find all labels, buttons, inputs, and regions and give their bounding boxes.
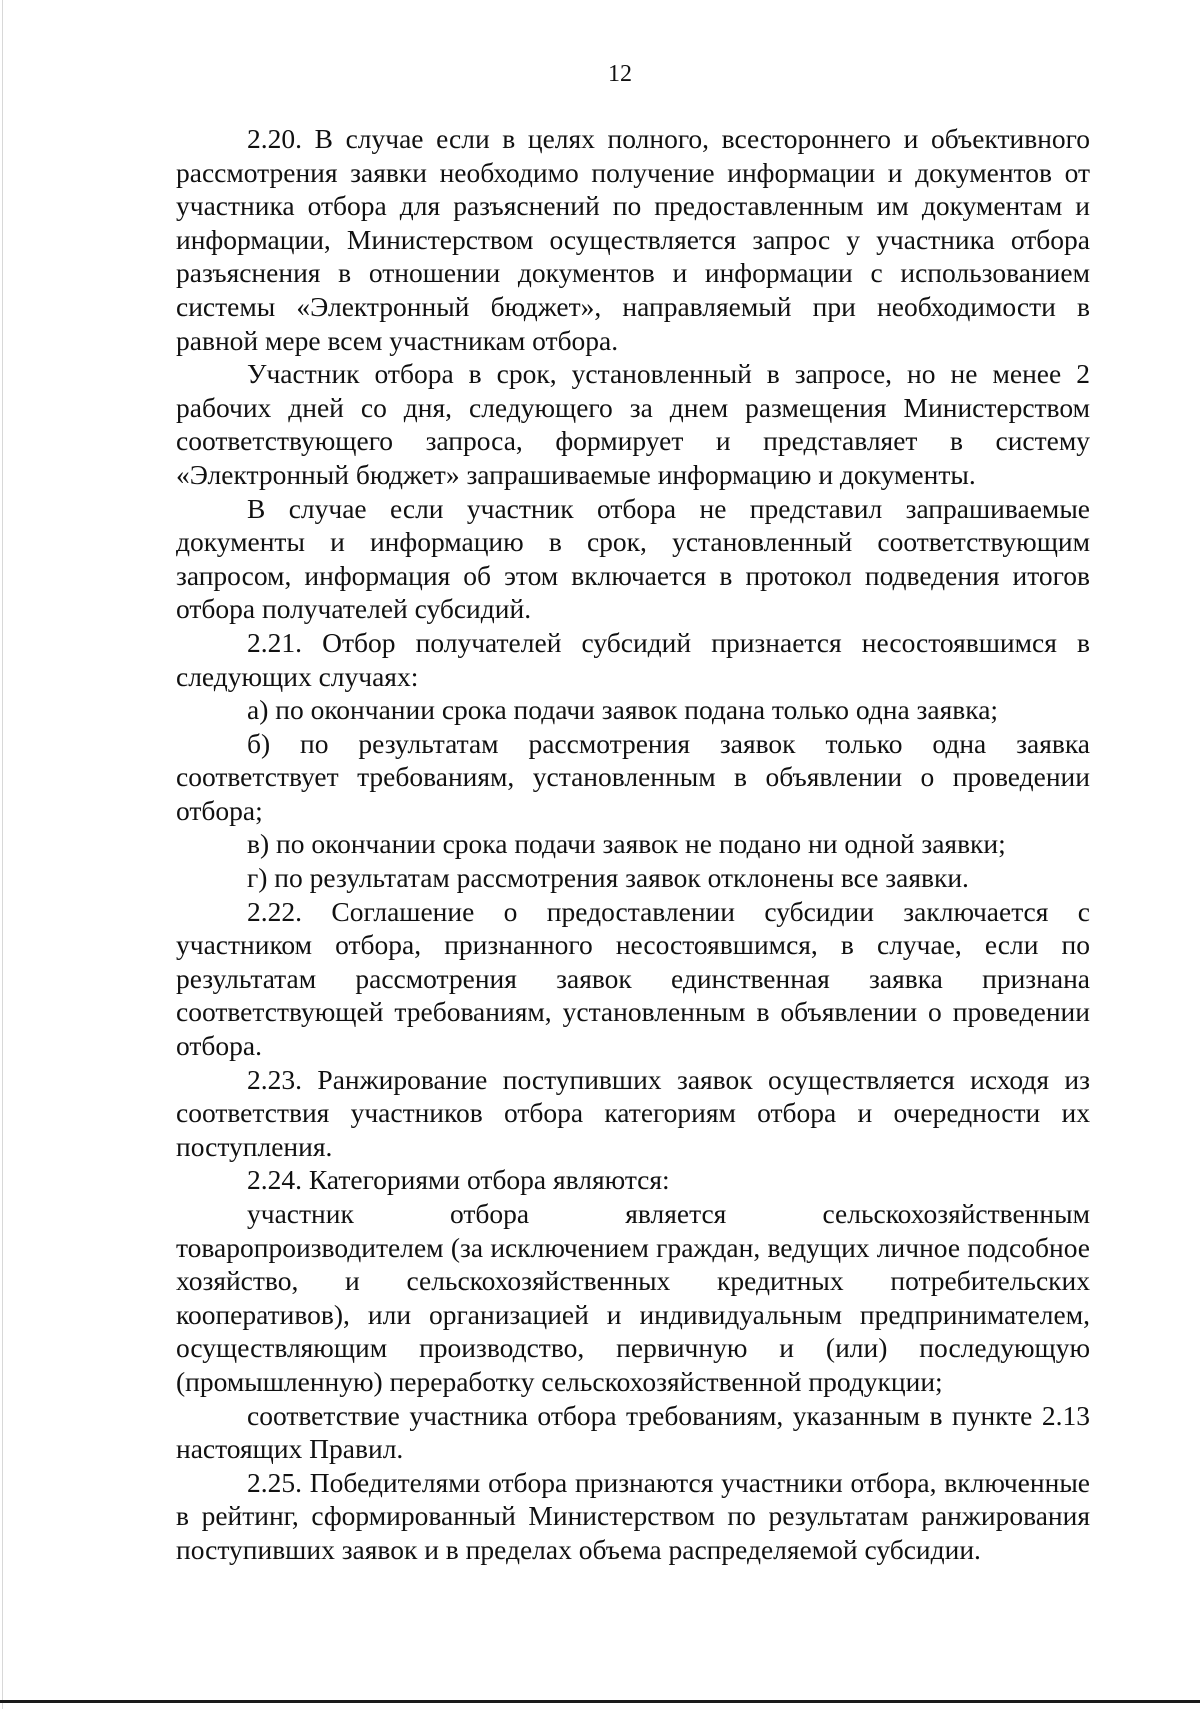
list-item-g: г) по результатам рассмотрения заявок отклонены все заявки. bbox=[247, 862, 969, 894]
list-item-a: а) по окончании срока подачи заявок подана только одна заявка; bbox=[247, 694, 999, 726]
paragraph-2-25: 2.25. Победителями отбора признаются участники отбора, включенные в рейтинг, сформированный Министерством по результатам ранжирования поступивших заявок и в пределах объема распределяемой субсидии. bbox=[176, 1466, 1090, 1565]
paragraph-participant-deadline: Участник отбора в срок, установленный в запросе, но не менее 2 рабочих дней со дня, следующего за днем размещения Министерством соответствующего запроса, формирует и представляет в систему «Электронный бюджет» запрашиваемые информацию и документы. bbox=[176, 358, 1090, 490]
category-producer: участник отбора является сельскохозяйственным товаропроизводителем (за исключением граждан, ведущих личное подсобное хозяйство, и сельскохозяйственных кредитных потребительских кооперативов), или организацией и индивидуальным предпринимателем, осуществляющим производство, первичную и (или) последующую (промышленную) переработку сельскохозяйственной продукции; bbox=[176, 1198, 1090, 1397]
document-body bbox=[176, 122, 1090, 1567]
paragraph-2-20: 2.20. В случае если в целях полного, всестороннего и объективного рассмотрения заявки необходимо получение информации и документов от участника отбора для разъяснений по предоставленным им документам и информации, Министерством осуществляется запрос у участника отбора разъяснения в отношении документов и информации с использованием системы «Электронный бюджет», направляемый при необходимости в равной мере всем участникам отбора. bbox=[176, 123, 1090, 356]
paragraph-2-22: 2.22. Соглашение о предоставлении субсидии заключается с участником отбора, признанного несостоявшимся, в случае, если по результатам рассмотрения заявок единственная заявка признана соответствующей требованиям, установленным в объявлении о проведении отбора. bbox=[176, 895, 1090, 1062]
category-requirements: соответствие участника отбора требованиям, указанным в пункте 2.13 настоящих Правил. bbox=[176, 1399, 1090, 1465]
scan-bottom-edge bbox=[0, 1700, 1200, 1703]
page-number: 12 bbox=[608, 61, 632, 87]
scan-left-edge bbox=[2, 0, 3, 1709]
paragraph-2-21: 2.21. Отбор получателей субсидий признается несостоявшимся в следующих случаях: bbox=[176, 626, 1090, 692]
paragraph-2-23: 2.23. Ранжирование поступивших заявок осуществляется исходя из соответствия участников отбора категориям отбора и очередности их поступления. bbox=[176, 1063, 1090, 1162]
paragraph-not-submitted: В случае если участник отбора не представил запрашиваемые документы и информацию в срок, установленный соответствующим запросом, информация об этом включается в протокол подведения итогов отбора получателей субсидий. bbox=[176, 492, 1090, 625]
list-item-b: б) по результатам рассмотрения заявок только одна заявка соответствует требованиям, установленным в объявлении о проведении отбора; bbox=[176, 727, 1090, 826]
paragraph-2-24: 2.24. Категориями отбора являются: bbox=[247, 1164, 670, 1196]
list-item-v: в) по окончании срока подачи заявок не подано ни одной заявки; bbox=[247, 828, 1006, 860]
